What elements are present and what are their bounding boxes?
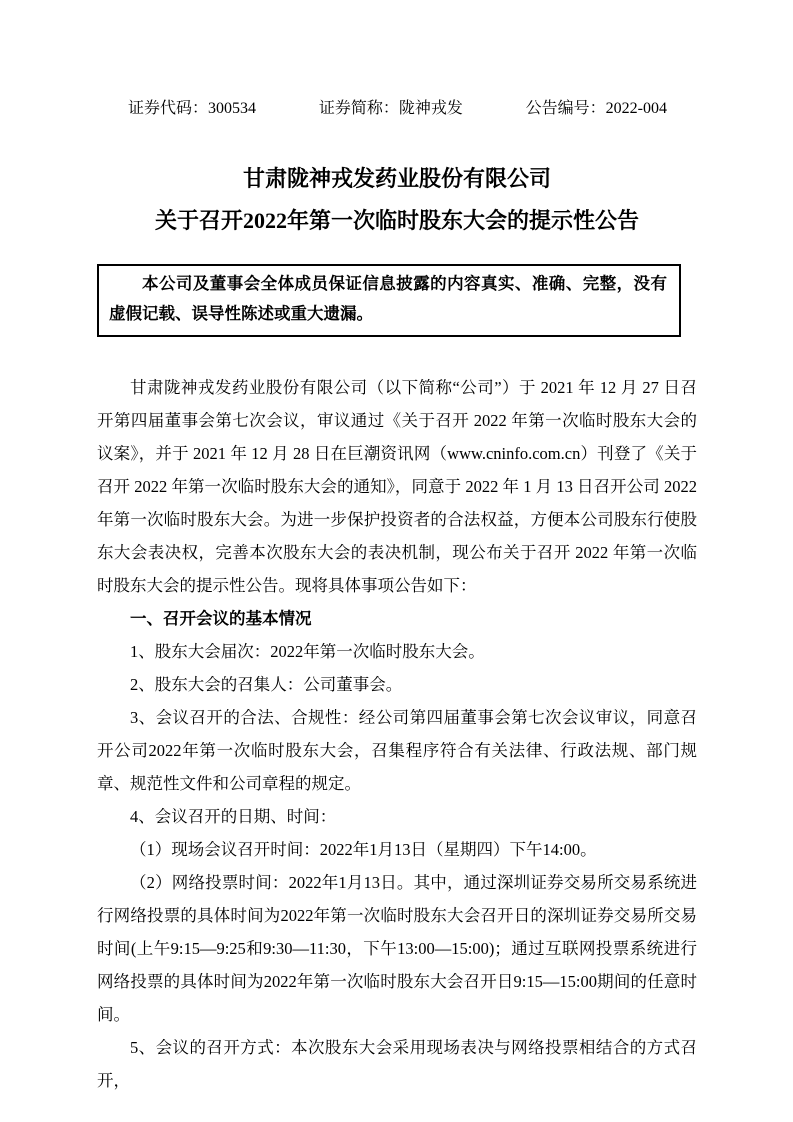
doc-header <box>97 98 697 120</box>
stock-name-text: 证券简称：陇神戎发 <box>318 100 463 117</box>
disclosure-statement-box <box>97 264 681 337</box>
item-legality: 3、会议召开的合法、合规性：经公司第四届董事会第七次会议审议，同意召开公司2022年第一次临时股东大会，召集程序符合有关法律、行政法规、部门规章、规范性文件和公司章程的规定。 <box>97 708 697 793</box>
section-heading-basic-info: 一、召开会议的基本情况 <box>130 609 312 628</box>
intro-paragraph: 甘肃陇神戎发药业股份有限公司（以下简称“公司”）于 2021 年 12 月 27 日召开第四届董事会第七次会议，审议通过《关于召开 2022 年第一次临时股东大会的议案》，并于 2021 年 12 月 28 日在巨潮资讯网（www.cninfo.com.cn）刊登了《关于召开 2022 年第一次临时股东大会的通知》，同意于 2022 年 1 月 13 日召开公司 2022 年第一次临时股东大会。为进一步保护投资者的合法权益，方便本公司股东行使股东大会表决权，完善本次股东大会的表决机制，现公布关于召开 2022 年第一次临时股东大会的提示性公告。现将具体事项公告如下： <box>97 378 697 595</box>
item-date-time-label: 4、会议召开的日期、时间： <box>130 807 337 826</box>
item-meeting-method: 5、会议的召开方式：本次股东大会采用现场表决与网络投票相结合的方式召开， <box>97 1038 697 1090</box>
announcement-number-text: 公告编号：2022-004 <box>525 100 667 117</box>
announcement-title: 关于召开2022年第一次临时股东大会的提示性公告 <box>154 208 639 233</box>
item-online-voting-time: （2）网络投票时间：2022年1月13日。其中，通过深圳证券交易所交易系统进行网络投票的具体时间为2022年第一次临时股东大会召开日的深圳证券交易所交易时间(上午9:15—9:25和9:30—11:30，下午13:00—15:00)；通过互联网投票系统进行网络投票的具体时间为2022年第一次临时股东大会召开日9:15—15:00期间的任意时间。 <box>97 873 697 1024</box>
stock-code-text: 证券代码：300534 <box>128 100 257 117</box>
item-onsite-meeting-time: （1）现场会议召开时间：2022年1月13日（星期四）下午14:00。 <box>130 840 597 859</box>
company-name-title: 甘肃陇神戎发药业股份有限公司 <box>242 166 551 191</box>
disclosure-statement-text: 本公司及董事会全体成员保证信息披露的内容真实、准确、完整，没有虚假记载、误导性陈述或重大遗漏。 <box>109 274 667 323</box>
item-meeting-session: 1、股东大会届次：2022年第一次临时股东大会。 <box>130 642 485 661</box>
item-convener: 2、股东大会的召集人：公司董事会。 <box>130 675 403 694</box>
